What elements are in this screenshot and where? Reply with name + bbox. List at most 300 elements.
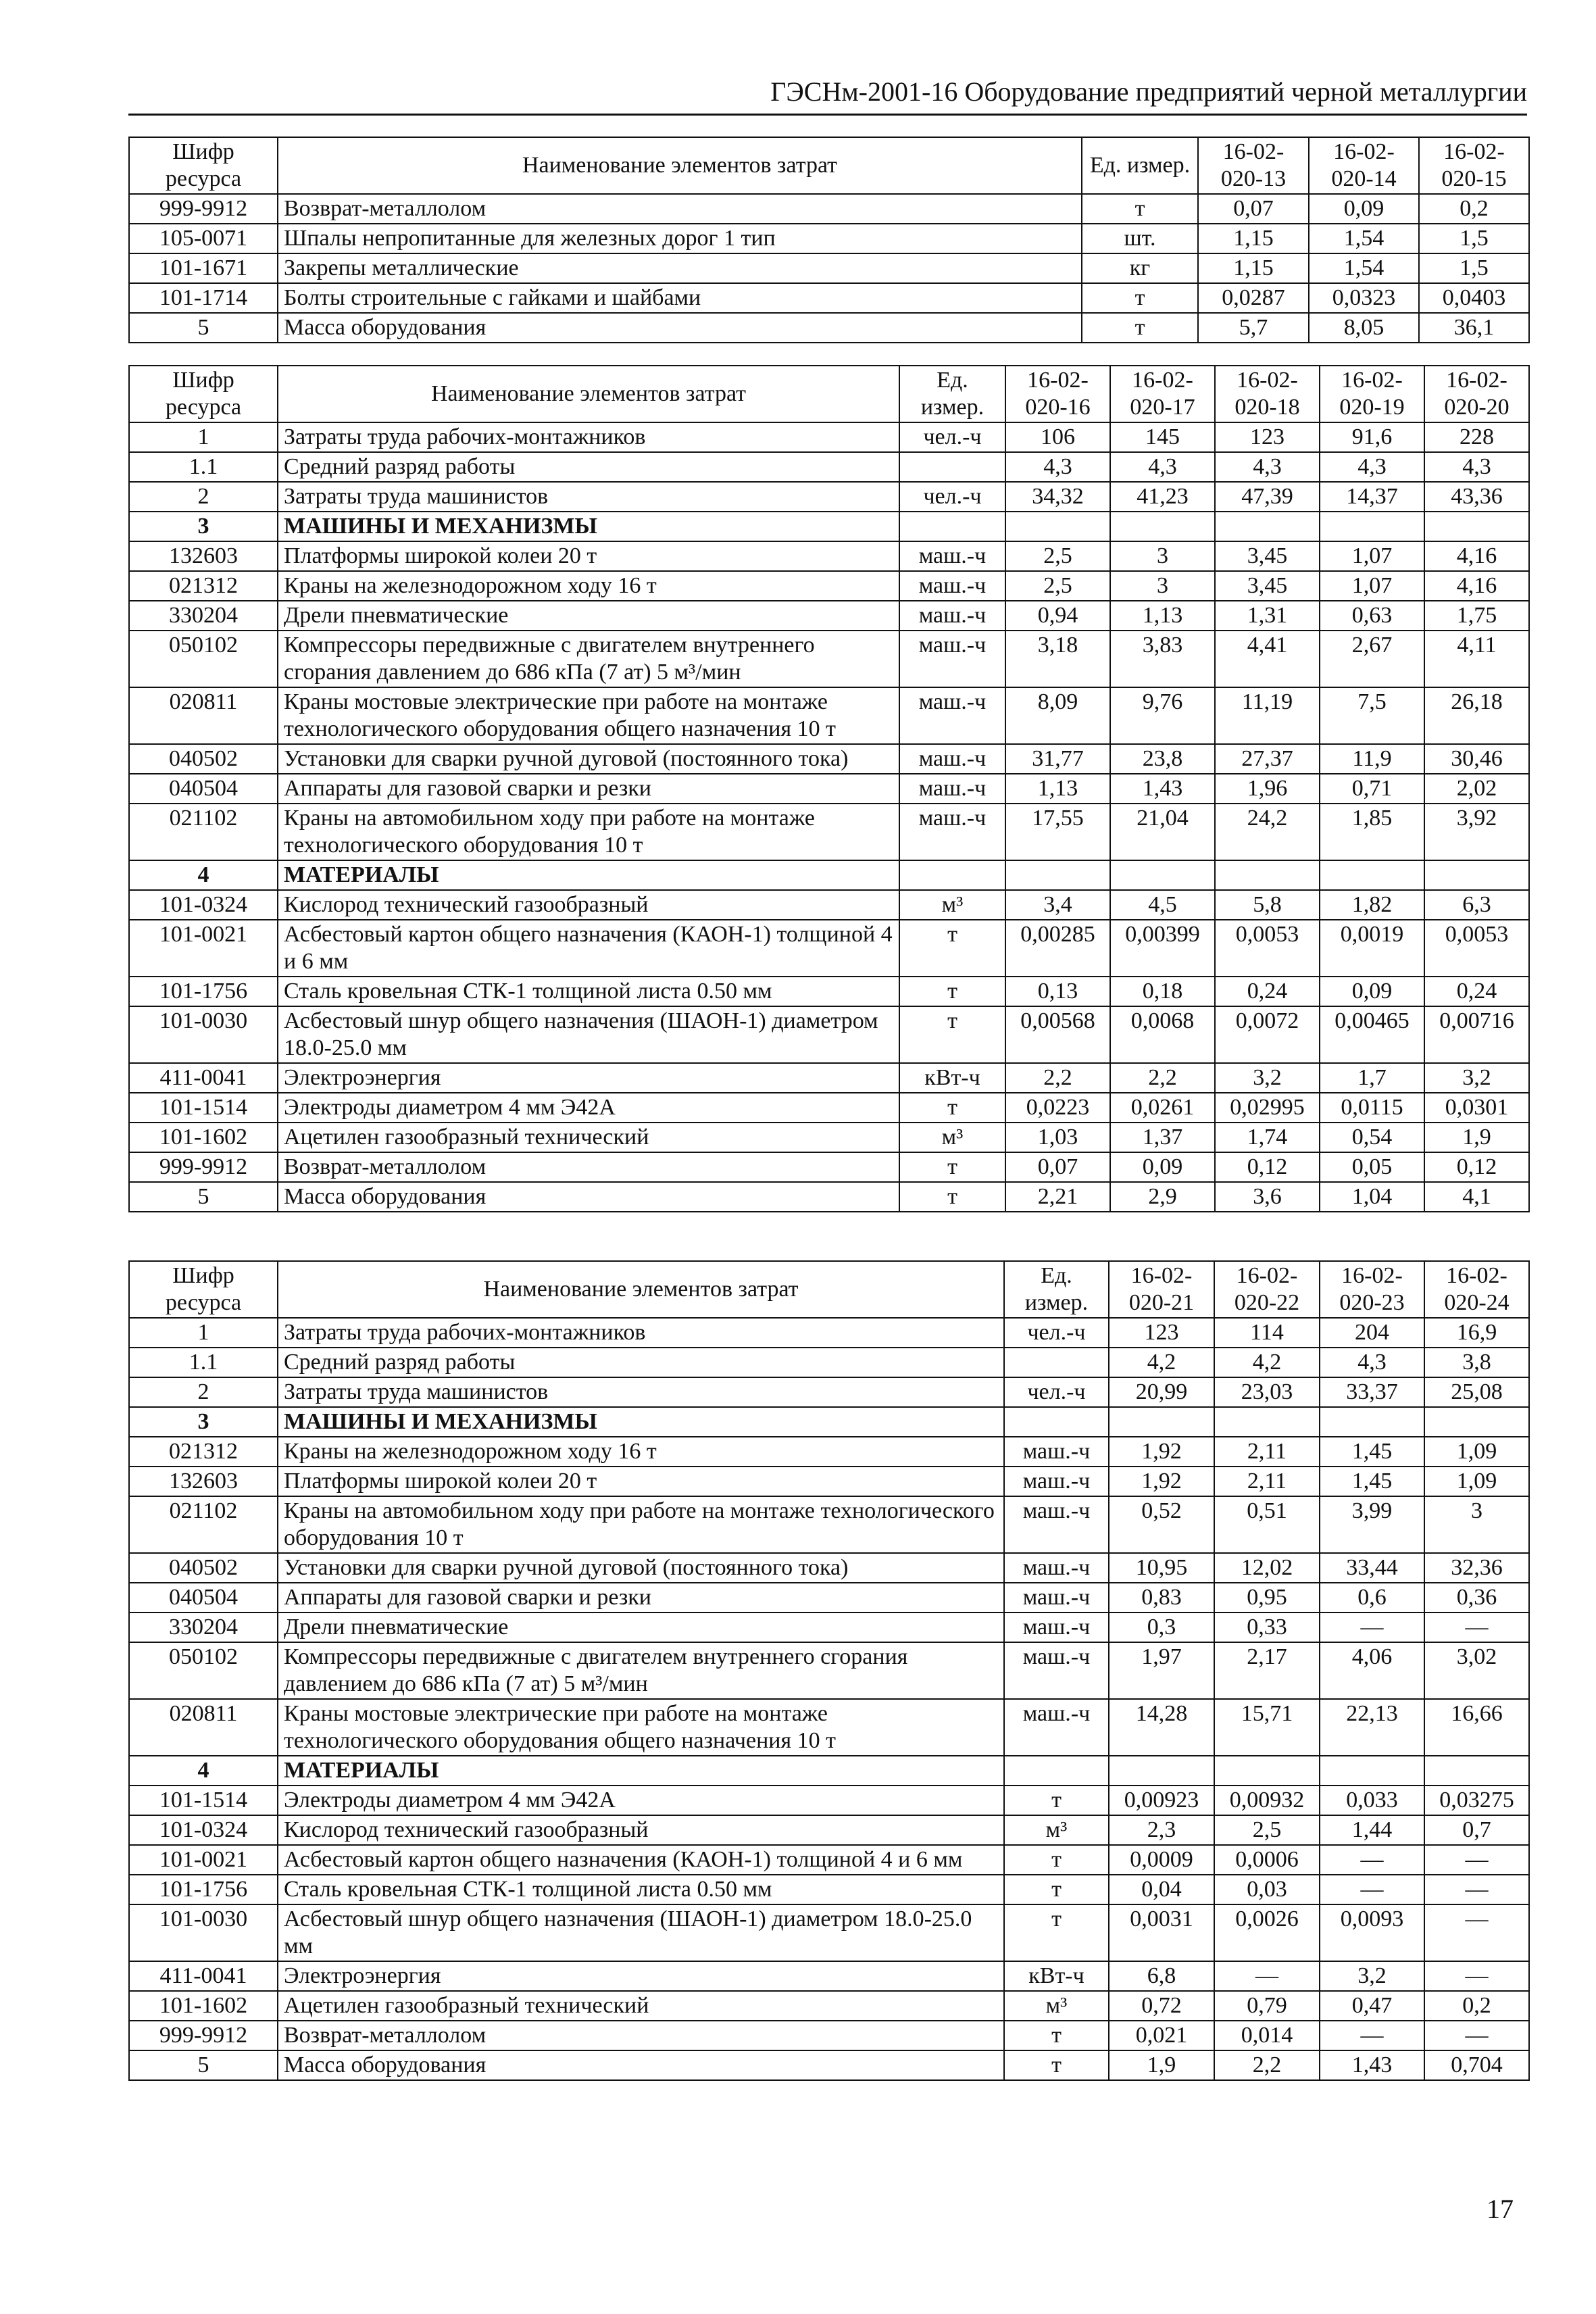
norm-value: 3,6 — [1215, 1182, 1320, 1212]
cost-element-name: Аппараты для газовой сварки и резки — [278, 774, 899, 804]
table-row — [129, 1407, 1529, 1437]
norm-value — [1424, 1407, 1529, 1437]
norm-value: 2,2 — [1214, 2050, 1320, 2080]
norm-value: 47,39 — [1215, 482, 1320, 512]
norm-value: 34,32 — [1005, 482, 1110, 512]
cost-element-name: Шпалы непропитанные для железных дорог 1 тип — [278, 224, 1082, 253]
unit: маш.-ч — [1004, 1583, 1109, 1613]
norm-value: — — [1214, 1961, 1320, 1991]
table-row — [129, 1786, 1529, 1815]
unit: т — [899, 920, 1005, 977]
norm-value — [1005, 860, 1110, 890]
norm-value — [1215, 860, 1320, 890]
unit: маш.-ч — [899, 774, 1005, 804]
norm-value: 3 — [1110, 541, 1215, 571]
norm-value: 0,0006 — [1214, 1845, 1320, 1875]
cost-element-name: Закрепы металлические — [278, 253, 1082, 283]
resource-code: 4 — [129, 860, 278, 890]
table-row — [129, 744, 1529, 774]
norm-value: 1,5 — [1419, 253, 1529, 283]
cost-element-name: Ацетилен газообразный технический — [278, 1123, 899, 1152]
cost-element-name: МАШИНЫ И МЕХАНИЗМЫ — [278, 512, 899, 541]
unit: маш.-ч — [1004, 1553, 1109, 1583]
norm-value: 31,77 — [1005, 744, 1110, 774]
resource-code: 1.1 — [129, 452, 278, 482]
norm-value: 0,00568 — [1005, 1006, 1110, 1063]
norm-value: 2,5 — [1005, 571, 1110, 601]
cost-element-name: Асбестовый шнур общего назначения (ШАОН-1) диаметром 18.0-25.0 мм — [278, 1006, 899, 1063]
norm-value: 0,12 — [1215, 1152, 1320, 1182]
norm-value: 0,00399 — [1110, 920, 1215, 977]
norm-value: 4,3 — [1110, 452, 1215, 482]
resource-code: 5 — [129, 2050, 278, 2080]
table-row — [129, 1613, 1529, 1642]
cost-element-name: Масса оборудования — [278, 313, 1082, 343]
norm-value: 123 — [1215, 422, 1320, 452]
norm-value: 0,09 — [1320, 977, 1424, 1006]
header-unit: Ед. измер. — [899, 366, 1005, 422]
norm-value: 8,05 — [1309, 313, 1419, 343]
header-norm-code: 16-02-020-23 — [1320, 1261, 1424, 1318]
table-row — [129, 541, 1529, 571]
unit: маш.-ч — [899, 571, 1005, 601]
unit: м³ — [1004, 1991, 1109, 2021]
resource-code: 101-1602 — [129, 1991, 278, 2021]
norm-value: 17,55 — [1005, 804, 1110, 860]
norm-value: 1,13 — [1005, 774, 1110, 804]
resource-code: 021312 — [129, 571, 278, 601]
norm-value: 0,00285 — [1005, 920, 1110, 977]
cost-element-name: Средний разряд работы — [278, 1348, 1004, 1377]
norm-value: 0,63 — [1320, 601, 1424, 631]
table-header-row — [129, 1261, 1529, 1318]
table-row — [129, 2021, 1529, 2050]
table-row — [129, 1904, 1529, 1961]
norm-value: 0,0072 — [1215, 1006, 1320, 1063]
cost-element-name: Краны мостовые электрические при работе на монтаже технологического оборудования общего назначения 10 т — [278, 687, 899, 744]
norm-value: 3,2 — [1424, 1063, 1529, 1093]
unit — [899, 860, 1005, 890]
unit: маш.-ч — [899, 744, 1005, 774]
norm-value: 1,03 — [1005, 1123, 1110, 1152]
norm-value: 11,19 — [1215, 687, 1320, 744]
norm-value: 2,11 — [1214, 1437, 1320, 1467]
header-norm-code: 16-02-020-21 — [1109, 1261, 1214, 1318]
table-row — [129, 1348, 1529, 1377]
norm-value: 4,3 — [1320, 452, 1424, 482]
norm-value: 1,07 — [1320, 541, 1424, 571]
norm-value — [1110, 860, 1215, 890]
norm-value: 3,4 — [1005, 890, 1110, 920]
norm-value: 2,9 — [1110, 1182, 1215, 1212]
norm-value: 1,75 — [1424, 601, 1529, 631]
norm-value — [1424, 512, 1529, 541]
cost-element-name: Электроды диаметром 4 мм Э42А — [278, 1093, 899, 1123]
table-row — [129, 774, 1529, 804]
norm-value: 15,71 — [1214, 1699, 1320, 1756]
norm-value: 4,16 — [1424, 541, 1529, 571]
cost-element-name: Сталь кровельная СТК-1 толщиной листа 0.50 мм — [278, 977, 899, 1006]
norm-value: 0,09 — [1309, 194, 1419, 224]
norm-value: 0,0323 — [1309, 283, 1419, 313]
table-row — [129, 890, 1529, 920]
norm-value — [1109, 1756, 1214, 1786]
norm-value: 5,8 — [1215, 890, 1320, 920]
norm-value: 0,00716 — [1424, 1006, 1529, 1063]
norm-value: 3,2 — [1320, 1961, 1424, 1991]
resource-code: 040502 — [129, 744, 278, 774]
table-row — [129, 1496, 1529, 1553]
norm-table-2 — [128, 365, 1530, 1212]
header-name: Наименование элементов затрат — [278, 366, 899, 422]
unit — [1004, 1348, 1109, 1377]
cost-element-name: Асбестовый картон общего назначения (КАОН-1) толщиной 4 и 6 мм — [278, 1845, 1004, 1875]
norm-value: 0,24 — [1424, 977, 1529, 1006]
unit: чел.-ч — [1004, 1318, 1109, 1348]
header-code: Шифр ресурса — [129, 1261, 278, 1318]
table-row — [129, 1377, 1529, 1407]
cost-element-name: Затраты труда рабочих-монтажников — [278, 1318, 1004, 1348]
norm-value: 1,44 — [1320, 1815, 1424, 1845]
unit: т — [899, 977, 1005, 1006]
norm-value: 3 — [1110, 571, 1215, 601]
norm-value: 0,47 — [1320, 1991, 1424, 2021]
page-number: 17 — [1487, 2194, 1514, 2224]
norm-value: 228 — [1424, 422, 1529, 452]
table-row — [129, 1318, 1529, 1348]
norm-value: 22,13 — [1320, 1699, 1424, 1756]
resource-code: 999-9912 — [129, 1152, 278, 1182]
table-row — [129, 571, 1529, 601]
norm-value: 6,8 — [1109, 1961, 1214, 1991]
unit: маш.-ч — [899, 631, 1005, 687]
resource-code: 101-1514 — [129, 1093, 278, 1123]
cost-element-name: Компрессоры передвижные с двигателем внутреннего сгорания давлением до 686 кПа (7 ат) 5 м³/мин — [278, 631, 899, 687]
resource-code: 101-0324 — [129, 1815, 278, 1845]
norm-value: 2,2 — [1005, 1063, 1110, 1093]
norm-value: 91,6 — [1320, 422, 1424, 452]
norm-value: — — [1424, 1845, 1529, 1875]
resource-code: 101-1756 — [129, 1875, 278, 1904]
norm-value: 3 — [1424, 1496, 1529, 1553]
norm-value: 4,1 — [1424, 1182, 1529, 1212]
norm-value: 1,54 — [1309, 224, 1419, 253]
unit: т — [899, 1006, 1005, 1063]
resource-code: 3 — [129, 512, 278, 541]
norm-value: — — [1424, 1961, 1529, 1991]
page-header — [128, 74, 1527, 116]
norm-value: 3,8 — [1424, 1348, 1529, 1377]
resource-code: 101-0021 — [129, 920, 278, 977]
table-row — [129, 1152, 1529, 1182]
norm-value: 24,2 — [1215, 804, 1320, 860]
unit: маш.-ч — [899, 804, 1005, 860]
norm-value — [1109, 1407, 1214, 1437]
norm-value: 27,37 — [1215, 744, 1320, 774]
norm-value: 4,2 — [1109, 1348, 1214, 1377]
norm-value: 1,9 — [1424, 1123, 1529, 1152]
resource-code: 1 — [129, 1318, 278, 1348]
norm-value: 0,02995 — [1215, 1093, 1320, 1123]
norm-value: 4,06 — [1320, 1642, 1424, 1699]
table-row — [129, 1991, 1529, 2021]
norm-value: 11,9 — [1320, 744, 1424, 774]
resource-code: 101-0030 — [129, 1006, 278, 1063]
norm-value: — — [1424, 1904, 1529, 1961]
table-header-row — [129, 366, 1529, 422]
resource-code: 101-0030 — [129, 1904, 278, 1961]
norm-value — [1215, 512, 1320, 541]
unit: т — [1004, 1845, 1109, 1875]
unit — [899, 512, 1005, 541]
resource-code: 4 — [129, 1756, 278, 1786]
table-row — [129, 1756, 1529, 1786]
norm-value: 41,23 — [1110, 482, 1215, 512]
norm-value: 0,00923 — [1109, 1786, 1214, 1815]
norm-value: 0,2 — [1424, 1991, 1529, 2021]
unit: чел.-ч — [899, 422, 1005, 452]
header-norm-code: 16-02-020-18 — [1215, 366, 1320, 422]
norm-value: 0,0403 — [1419, 283, 1529, 313]
norm-value: 0,95 — [1214, 1583, 1320, 1613]
norm-value: 33,37 — [1320, 1377, 1424, 1407]
norm-value: 1,13 — [1110, 601, 1215, 631]
cost-element-name: Средний разряд работы — [278, 452, 899, 482]
norm-value: 0,0031 — [1109, 1904, 1214, 1961]
norm-value: 16,66 — [1424, 1699, 1529, 1756]
norm-value: 7,5 — [1320, 687, 1424, 744]
norm-value: 30,46 — [1424, 744, 1529, 774]
resource-code: 050102 — [129, 1642, 278, 1699]
cost-element-name: Электроды диаметром 4 мм Э42А — [278, 1786, 1004, 1815]
table-row — [129, 1845, 1529, 1875]
norm-value: 145 — [1110, 422, 1215, 452]
norm-value: 14,28 — [1109, 1699, 1214, 1756]
norm-value: 32,36 — [1424, 1553, 1529, 1583]
norm-value: 2,02 — [1424, 774, 1529, 804]
unit — [1004, 1407, 1109, 1437]
norm-value — [1214, 1756, 1320, 1786]
norm-value: 23,8 — [1110, 744, 1215, 774]
norm-value: 1,97 — [1109, 1642, 1214, 1699]
norm-value: 114 — [1214, 1318, 1320, 1348]
unit: шт. — [1082, 224, 1198, 253]
resource-code: 1.1 — [129, 1348, 278, 1377]
norm-value: 3,45 — [1215, 571, 1320, 601]
norm-value: 0,0068 — [1110, 1006, 1215, 1063]
norm-value: — — [1320, 1845, 1424, 1875]
cost-element-name: Кислород технический газообразный — [278, 1815, 1004, 1845]
cost-element-name: Дрели пневматические — [278, 1613, 1004, 1642]
table-row — [129, 1961, 1529, 1991]
norm-value: 2,3 — [1109, 1815, 1214, 1845]
norm-value: 0,00932 — [1214, 1786, 1320, 1815]
table-row — [129, 283, 1529, 313]
norm-value: 2,21 — [1005, 1182, 1110, 1212]
norm-value: 0,00465 — [1320, 1006, 1424, 1063]
norm-table-1 — [128, 137, 1530, 343]
header-norm-code: 16-02-020-13 — [1198, 137, 1309, 194]
norm-value: 8,09 — [1005, 687, 1110, 744]
norm-value: 2,67 — [1320, 631, 1424, 687]
cost-element-name: Краны на автомобильном ходу при работе на монтаже технологического оборудования 10 т — [278, 804, 899, 860]
unit: маш.-ч — [1004, 1437, 1109, 1467]
header-name: Наименование элементов затрат — [278, 1261, 1004, 1318]
unit: т — [1082, 283, 1198, 313]
unit: т — [1004, 1904, 1109, 1961]
table-row — [129, 422, 1529, 452]
header-norm-code: 16-02-020-14 — [1309, 137, 1419, 194]
norm-value: 1,7 — [1320, 1063, 1424, 1093]
norm-value: 0,0026 — [1214, 1904, 1320, 1961]
unit: т — [899, 1182, 1005, 1212]
norm-value: 0,36 — [1424, 1583, 1529, 1613]
norm-value: 1,09 — [1424, 1467, 1529, 1496]
norm-value: 0,021 — [1109, 2021, 1214, 2050]
norm-value: 0,03275 — [1424, 1786, 1529, 1815]
norm-value: 0,0093 — [1320, 1904, 1424, 1961]
norm-value: 0,0009 — [1109, 1845, 1214, 1875]
table-row — [129, 1123, 1529, 1152]
resource-code: 101-1756 — [129, 977, 278, 1006]
norm-value: 1,82 — [1320, 890, 1424, 920]
norm-value: 5,7 — [1198, 313, 1309, 343]
norm-value: — — [1424, 2021, 1529, 2050]
resource-code: 101-0021 — [129, 1845, 278, 1875]
cost-element-name: Электроэнергия — [278, 1961, 1004, 1991]
cost-element-name: Болты строительные с гайками и шайбами — [278, 283, 1082, 313]
cost-element-name: МАТЕРИАЛЫ — [278, 860, 899, 890]
cost-element-name: Ацетилен газообразный технический — [278, 1991, 1004, 2021]
norm-value: 1,45 — [1320, 1437, 1424, 1467]
norm-value: 0,03 — [1214, 1875, 1320, 1904]
table-row — [129, 1815, 1529, 1845]
header-name: Наименование элементов затрат — [278, 137, 1082, 194]
resource-code: 1 — [129, 422, 278, 452]
resource-code: 101-1514 — [129, 1786, 278, 1815]
norm-value: 0,0053 — [1424, 920, 1529, 977]
norm-value: 0,7 — [1424, 1815, 1529, 1845]
resource-code: 101-1671 — [129, 253, 278, 283]
norm-value: 0,12 — [1424, 1152, 1529, 1182]
norm-value: 14,37 — [1320, 482, 1424, 512]
norm-value: 20,99 — [1109, 1377, 1214, 1407]
table-row — [129, 482, 1529, 512]
cost-element-name: Краны на железнодорожном ходу 16 т — [278, 1437, 1004, 1467]
norm-value: 0,83 — [1109, 1583, 1214, 1613]
norm-value: 0,52 — [1109, 1496, 1214, 1553]
table-row — [129, 1006, 1529, 1063]
norm-value — [1424, 860, 1529, 890]
unit: чел.-ч — [899, 482, 1005, 512]
cost-element-name: Платформы широкой колеи 20 т — [278, 1467, 1004, 1496]
norm-value: 0,18 — [1110, 977, 1215, 1006]
unit: кВт-ч — [1004, 1961, 1109, 1991]
resource-code: 3 — [129, 1407, 278, 1437]
norm-value: — — [1424, 1613, 1529, 1642]
header-unit: Ед. измер. — [1082, 137, 1198, 194]
resource-code: 330204 — [129, 1613, 278, 1642]
norm-value: — — [1320, 1613, 1424, 1642]
norm-value: 0,09 — [1110, 1152, 1215, 1182]
header-norm-code: 16-02-020-16 — [1005, 366, 1110, 422]
norm-value: 0,72 — [1109, 1991, 1214, 2021]
norm-value: 3,92 — [1424, 804, 1529, 860]
unit: кг — [1082, 253, 1198, 283]
header-norm-code: 16-02-020-20 — [1424, 366, 1529, 422]
resource-code: 050102 — [129, 631, 278, 687]
unit: чел.-ч — [1004, 1377, 1109, 1407]
resource-code: 040504 — [129, 774, 278, 804]
resource-code: 040504 — [129, 1583, 278, 1613]
norm-value — [1424, 1756, 1529, 1786]
unit: маш.-ч — [1004, 1613, 1109, 1642]
norm-value: 0,704 — [1424, 2050, 1529, 2080]
table-row — [129, 601, 1529, 631]
unit: маш.-ч — [899, 687, 1005, 744]
unit: м³ — [899, 1123, 1005, 1152]
norm-value: 4,5 — [1110, 890, 1215, 920]
header-unit: Ед. измер. — [1004, 1261, 1109, 1318]
cost-element-name: Аппараты для газовой сварки и резки — [278, 1583, 1004, 1613]
norm-value: 0,51 — [1214, 1496, 1320, 1553]
cost-element-name: Кислород технический газообразный — [278, 890, 899, 920]
norm-value: 3,83 — [1110, 631, 1215, 687]
resource-code: 021102 — [129, 804, 278, 860]
norm-value: 1,9 — [1109, 2050, 1214, 2080]
header-norm-code: 16-02-020-19 — [1320, 366, 1424, 422]
norm-value: 1,74 — [1215, 1123, 1320, 1152]
resource-code: 132603 — [129, 541, 278, 571]
norm-value: 3,45 — [1215, 541, 1320, 571]
table-row — [129, 194, 1529, 224]
norm-value: 4,3 — [1320, 1348, 1424, 1377]
norm-value: 4,41 — [1215, 631, 1320, 687]
unit: м³ — [1004, 1815, 1109, 1845]
cost-element-name: Возврат-металлолом — [278, 194, 1082, 224]
cost-element-name: Масса оборудования — [278, 2050, 1004, 2080]
cost-element-name: Затраты труда машинистов — [278, 1377, 1004, 1407]
resource-code: 101-0324 — [129, 890, 278, 920]
cost-element-name: Компрессоры передвижные с двигателем внутреннего сгорания давлением до 686 кПа (7 ат) 5 м³/мин — [278, 1642, 1004, 1699]
norm-value — [1320, 1756, 1424, 1786]
resource-code: 2 — [129, 482, 278, 512]
norm-value: 1,92 — [1109, 1467, 1214, 1496]
norm-value: 0,0287 — [1198, 283, 1309, 313]
norm-value: 0,04 — [1109, 1875, 1214, 1904]
table-row — [129, 920, 1529, 977]
norm-value: 1,15 — [1198, 253, 1309, 283]
table-row — [129, 687, 1529, 744]
norm-value: 0,94 — [1005, 601, 1110, 631]
norm-value: 4,3 — [1215, 452, 1320, 482]
norm-value: 4,11 — [1424, 631, 1529, 687]
resource-code: 411-0041 — [129, 1961, 278, 1991]
norm-value: 2,5 — [1005, 541, 1110, 571]
norm-value: 123 — [1109, 1318, 1214, 1348]
norm-value: 0,0301 — [1424, 1093, 1529, 1123]
header-code: Шифр ресурса — [129, 137, 278, 194]
table-row — [129, 804, 1529, 860]
norm-value: 21,04 — [1110, 804, 1215, 860]
unit: маш.-ч — [1004, 1496, 1109, 1553]
norm-value: 26,18 — [1424, 687, 1529, 744]
norm-value: 1,43 — [1110, 774, 1215, 804]
cost-element-name: Платформы широкой колеи 20 т — [278, 541, 899, 571]
norm-value: 1,07 — [1320, 571, 1424, 601]
resource-code: 101-1602 — [129, 1123, 278, 1152]
norm-value: 1,85 — [1320, 804, 1424, 860]
